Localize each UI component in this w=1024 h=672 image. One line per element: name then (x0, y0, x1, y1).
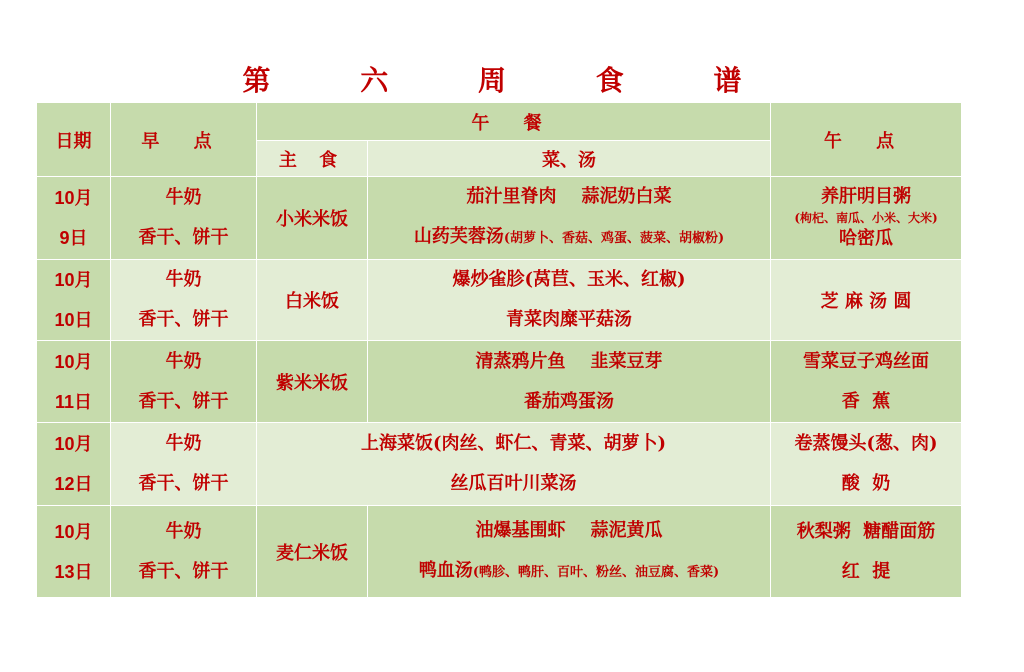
breakfast-item: 牛奶 (165, 433, 202, 454)
breakfast-item: 香干、饼干 (138, 390, 229, 412)
date-cell (37, 260, 111, 341)
snack-item: 哈密瓜 (839, 228, 893, 249)
breakfast-item: 牛奶 (165, 269, 202, 290)
date-month: 10月 (54, 521, 93, 542)
breakfast-cell (111, 260, 257, 341)
dish-item: 油爆基围虾 蒜泥黄瓜 (475, 519, 663, 541)
soup-ingredients: (胡萝卜、香菇、鸡蛋、菠菜、胡椒粉) (503, 231, 725, 246)
date-day: 11日 (54, 391, 93, 412)
lunch-item: 丝瓜百叶川菜汤 (450, 473, 577, 494)
soup-name: 山药芙蓉汤 (413, 226, 504, 247)
date-cell (37, 341, 111, 423)
table-row (37, 260, 962, 341)
header-dishes: 菜、汤 (368, 141, 771, 177)
dish-item: 青菜肉糜平菇汤 (506, 309, 632, 330)
snack-item: 养肝明目粥 (821, 186, 911, 207)
dish-item (368, 217, 770, 259)
page-title: 第 六 周 食 谱 (242, 64, 782, 97)
soup-name: 鸭血汤 (418, 559, 473, 581)
dish-cell (368, 260, 771, 341)
header-snack: 午 点 (771, 103, 962, 177)
staple-cell: 白米饭 (257, 260, 368, 341)
snack-cell: 芝 麻 汤 圆 (771, 260, 962, 341)
breakfast-item: 香干、饼干 (138, 473, 229, 494)
date-month: 10月 (54, 434, 93, 454)
snack-cell (771, 177, 962, 260)
snack-cell (771, 341, 962, 423)
staple-cell: 麦仁米饭 (257, 506, 368, 598)
snack-item: 酸 奶 (841, 473, 891, 494)
breakfast-item: 牛奶 (165, 520, 202, 542)
table-row (37, 177, 962, 260)
date-day: 9日 (59, 228, 88, 248)
breakfast-cell (111, 423, 257, 506)
header-lunch: 午 餐 (257, 103, 771, 141)
breakfast-item: 牛奶 (165, 350, 202, 372)
soup-ingredients: (鸭胗、鸭肝、百叶、粉丝、油豆腐、香菜) (472, 564, 720, 580)
date-day: 10日 (54, 310, 93, 330)
date-day: 12日 (54, 474, 93, 494)
date-month: 10月 (54, 351, 93, 372)
breakfast-cell (111, 506, 257, 598)
dish-item (368, 551, 770, 593)
breakfast-item: 牛奶 (165, 187, 202, 208)
snack-cell (771, 423, 962, 506)
breakfast-cell (111, 341, 257, 423)
dish-item: 茄汁里脊肉 蒜泥奶白菜 (466, 186, 672, 207)
snack-ingredients: (枸杞、南瓜、小米、大米) (794, 211, 938, 225)
date-month: 10月 (54, 270, 93, 290)
lunch-item: 上海菜饭(肉丝、虾仁、青菜、胡萝卜) (360, 433, 667, 454)
snack-item: 红 提 (841, 560, 891, 582)
snack-item: 雪菜豆子鸡丝面 (803, 350, 929, 372)
table-row (37, 506, 962, 598)
snack-cell (771, 506, 962, 598)
date-month: 10月 (54, 188, 93, 208)
breakfast-item: 香干、饼干 (138, 227, 229, 248)
snack-item: 香 蕉 (841, 390, 891, 412)
staple-cell: 小米米饭 (257, 177, 368, 260)
date-cell (37, 177, 111, 260)
snack-item: 卷蒸馒头(葱、肉) (794, 433, 938, 454)
table-row (37, 341, 962, 423)
dish-cell (368, 341, 771, 423)
date-cell (37, 506, 111, 598)
dish-item: 爆炒雀胗(莴苣、玉米、红椒) (452, 269, 686, 290)
breakfast-cell (111, 177, 257, 260)
date-cell (37, 423, 111, 506)
header-staple: 主 食 (257, 141, 368, 177)
staple-cell: 紫米米饭 (257, 341, 368, 423)
snack-item: 秋梨粥 糖醋面筋 (796, 520, 936, 542)
dish-item: 清蒸鸦片鱼 韭菜豆芽 (475, 350, 663, 372)
dish-item: 番茄鸡蛋汤 (524, 390, 614, 412)
lunch-cell (257, 423, 771, 506)
menu-table (36, 102, 962, 598)
table-row (37, 423, 962, 506)
header-date: 日期 (37, 103, 111, 177)
header-breakfast: 早 点 (111, 103, 257, 177)
date-day: 13日 (54, 561, 93, 582)
breakfast-item: 香干、饼干 (138, 309, 229, 330)
breakfast-item: 香干、饼干 (138, 560, 229, 582)
dish-cell (368, 177, 771, 260)
dish-cell (368, 506, 771, 598)
